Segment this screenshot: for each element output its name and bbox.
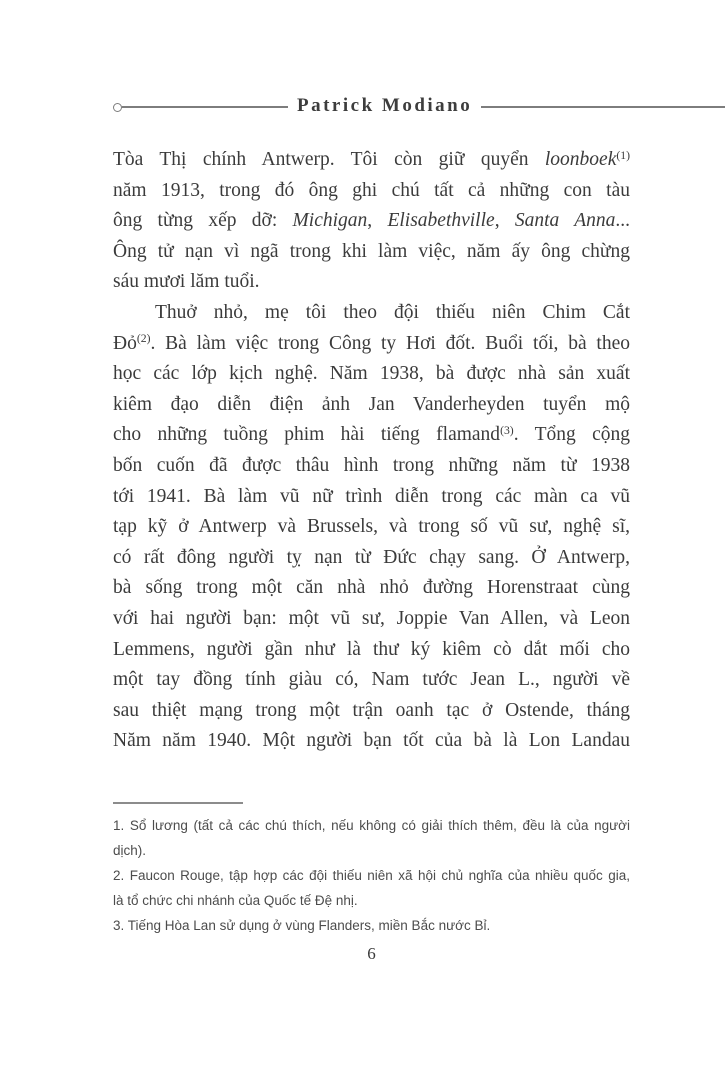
footnotes	[113, 813, 630, 938]
running-header-author: Patrick Modiano	[297, 95, 473, 116]
page-number: 6	[367, 944, 376, 963]
body-line: một tay đồng tính giàu có, Nam tước Jean L., người về	[113, 669, 630, 691]
body-line: với hai người bạn: một vũ sư, Joppie Van Allen, và Leon	[113, 607, 630, 629]
body-line: Tòa Thị chính Antwerp. Tôi còn giữ quyển loonboek$^{(1)}$	[113, 148, 630, 170]
body-line: sau thiệt mạng trong một trận oanh tạc ở Ostende, tháng	[113, 699, 630, 721]
footnote	[113, 863, 630, 913]
body-line: Năm năm 1940. Một người bạn tốt của bà là Lon Landau	[113, 730, 630, 752]
body-line: tạp kỹ ở Antwerp và Brussels, và trong số vũ sư, nghệ sĩ,	[113, 516, 630, 538]
footnote-line: 1. Sổ lương (tất cả các chú thích, nếu không có giải thích thêm, đều là của người	[113, 818, 630, 833]
footnote-line: là tổ chức chi nhánh của Quốc tế Đệ nhị.	[113, 893, 358, 908]
header-rule-left	[122, 106, 288, 108]
footnote	[113, 913, 630, 938]
body-line: ông từng xếp dỡ: Michigan, Elisabethville, Santa Anna...	[113, 210, 631, 232]
body-paragraph	[113, 298, 630, 757]
footnote-line: 3. Tiếng Hòa Lan sử dụng ở vùng Flanders, miền Bắc nước Bỉ.	[113, 918, 491, 933]
body-line: kiêm đạo diễn điện ảnh Jan Vanderheyden tuyển mộ	[113, 393, 630, 415]
footnote-separator-rule	[113, 802, 243, 804]
body-line: cho những tuồng phim hài tiếng flamand$^{(3)}$. Tổng cộng	[113, 423, 630, 446]
body-line: có rất đông người tỵ nạn từ Đức chạy sang. Ở Antwerp,	[113, 546, 630, 568]
body-line: Đỏ$^{(2)}$. Bà làm việc trong Công ty Hơi đốt. Buổi tối, bà theo	[113, 332, 630, 354]
body-line: Thuở nhỏ, mẹ tôi theo đội thiếu niên Chim Cắt	[155, 301, 630, 323]
body-line: Lemmens, người gần như là thư ký kiêm cò dắt mối cho	[113, 638, 630, 660]
body-text	[113, 145, 630, 757]
body-line: năm 1913, trong đó ông ghi chú tất cả những con tàu	[113, 179, 630, 201]
header-rule-right	[481, 106, 725, 108]
body-paragraph	[113, 145, 630, 298]
header-ornament-circle-icon	[113, 103, 122, 112]
body-line: sáu mươi lăm tuổi.	[113, 271, 260, 293]
body-line: tới 1941. Bà làm vũ nữ trình diễn trong các màn ca vũ	[113, 485, 630, 507]
footnote	[113, 813, 630, 863]
footnote-line: dịch).	[113, 843, 147, 858]
footnote-line: 2. Faucon Rouge, tập hợp các đội thiếu niên xã hội chủ nghĩa của nhiều quốc gia,	[113, 868, 630, 883]
body-line: bốn cuốn đã được thâu hình trong những năm từ 1938	[113, 454, 630, 476]
body-line: bà sống trong một căn nhà nhỏ đường Horenstraat cùng	[113, 577, 630, 599]
body-line: Ông tử nạn vì ngã trong khi làm việc, năm ấy ông chừng	[113, 240, 630, 262]
body-line: học các lớp kịch nghệ. Năm 1938, bà được nhà sản xuất	[113, 363, 630, 385]
running-header	[113, 97, 725, 117]
